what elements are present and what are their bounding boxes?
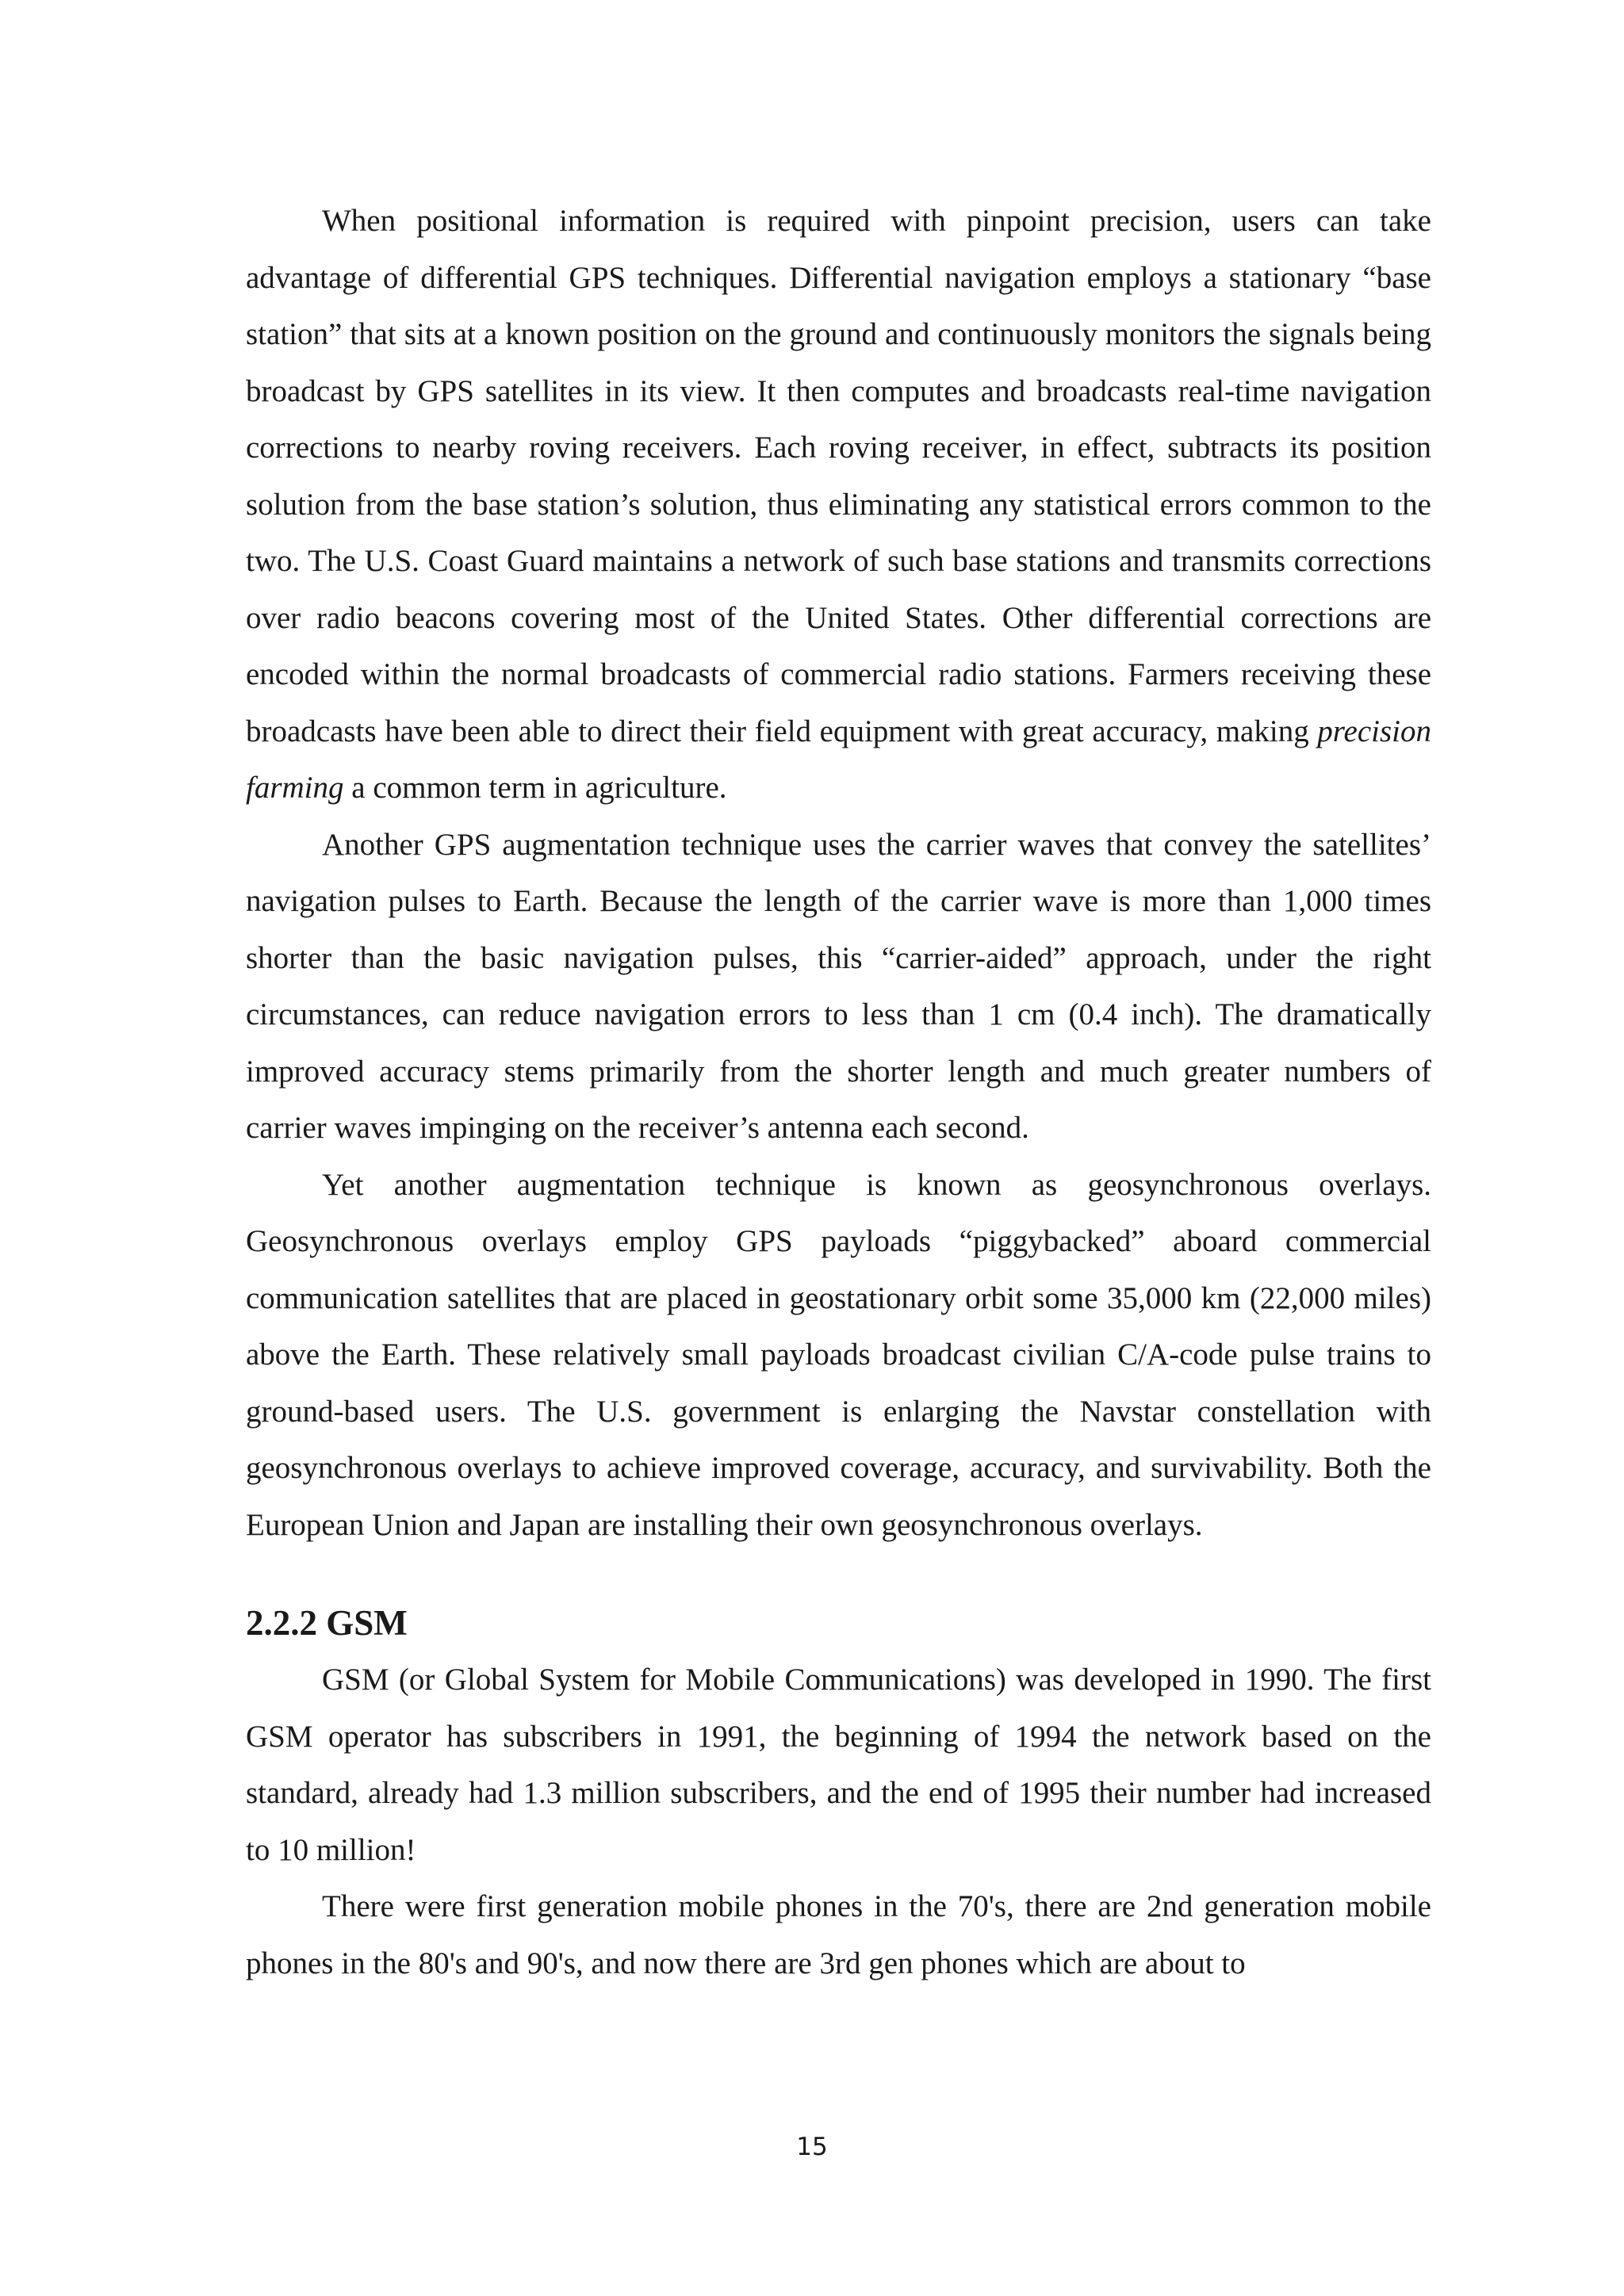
- section-heading: 2.2.2 GSM: [246, 1603, 408, 1643]
- page-body: [246, 193, 1431, 1992]
- paragraph-gsm-history: GSM (or Global System for Mobile Communications) was developed in 1990. The first GSM operator has subscribers in 1991, the beginning of 1994 the network based on the standard, already had 1.3 million subscribers, and the end of 1995 their number had increased to 10 million!: [246, 1663, 1431, 1867]
- paragraph-text-continued: a common term in agriculture.: [343, 771, 727, 805]
- emphasis-precision-farming: precision farming: [246, 714, 1431, 805]
- paragraph-mobile-generations: There were first generation mobile phones in the 70's, there are 2nd generation mobile phones in the 80's and 90's, and now there are 3rd gen phones which are about to: [246, 1889, 1431, 1980]
- paragraph-carrier-aided: Another GPS augmentation technique uses the carrier waves that convey the satellites’ navigation pulses to Earth. Because the length of the carrier wave is more than 1,000 times shorter than the basic navigation pulses, this “carrier-aided” approach, under the right circumstances, can reduce navigation errors to less than 1 cm (0.4 inch). The dramatically improved accuracy stems primarily from the shorter length and much greater numbers of carrier waves impinging on the receiver’s antenna each second.: [246, 827, 1431, 1145]
- paragraph-text: When positional information is required with pinpoint precision, users can take advantage of differential GPS techniques. Differential navigation employs a stationary “base station” that sits at a known position on the ground and continuously monitors the signals being broadcast by GPS satellites in its view. It then computes and broadcasts real-time navigation corrections to nearby roving receivers. Each roving receiver, in effect, subtracts its position solution from the base station’s solution, thus eliminating any statistical errors common to the two. The U.S. Coast Guard maintains a network of such base stations and transmits corrections over radio beacons covering most of the United States. Other differential corrections are encoded within the normal broadcasts of commercial radio stations. Farmers receiving these broadcasts have been able to direct their field equipment with great accuracy, making: [246, 204, 1431, 748]
- paragraph-geosynchronous-overlays: Yet another augmentation technique is known as geosynchronous overlays. Geosynchronous overlays employ GPS payloads “piggybacked” aboard commercial communication satellites that are placed in geostationary orbit some 35,000 km (22,000 miles) above the Earth. These relatively small payloads broadcast civilian C/A-code pulse trains to ground-based users. The U.S. government is enlarging the Navstar constellation with geosynchronous overlays to achieve improved coverage, accuracy, and survivability. Both the European Union and Japan are installing their own geosynchronous overlays.: [246, 1167, 1431, 1542]
- paragraph-differential-gps: [246, 193, 1431, 817]
- page-number: 15: [796, 2133, 828, 2161]
